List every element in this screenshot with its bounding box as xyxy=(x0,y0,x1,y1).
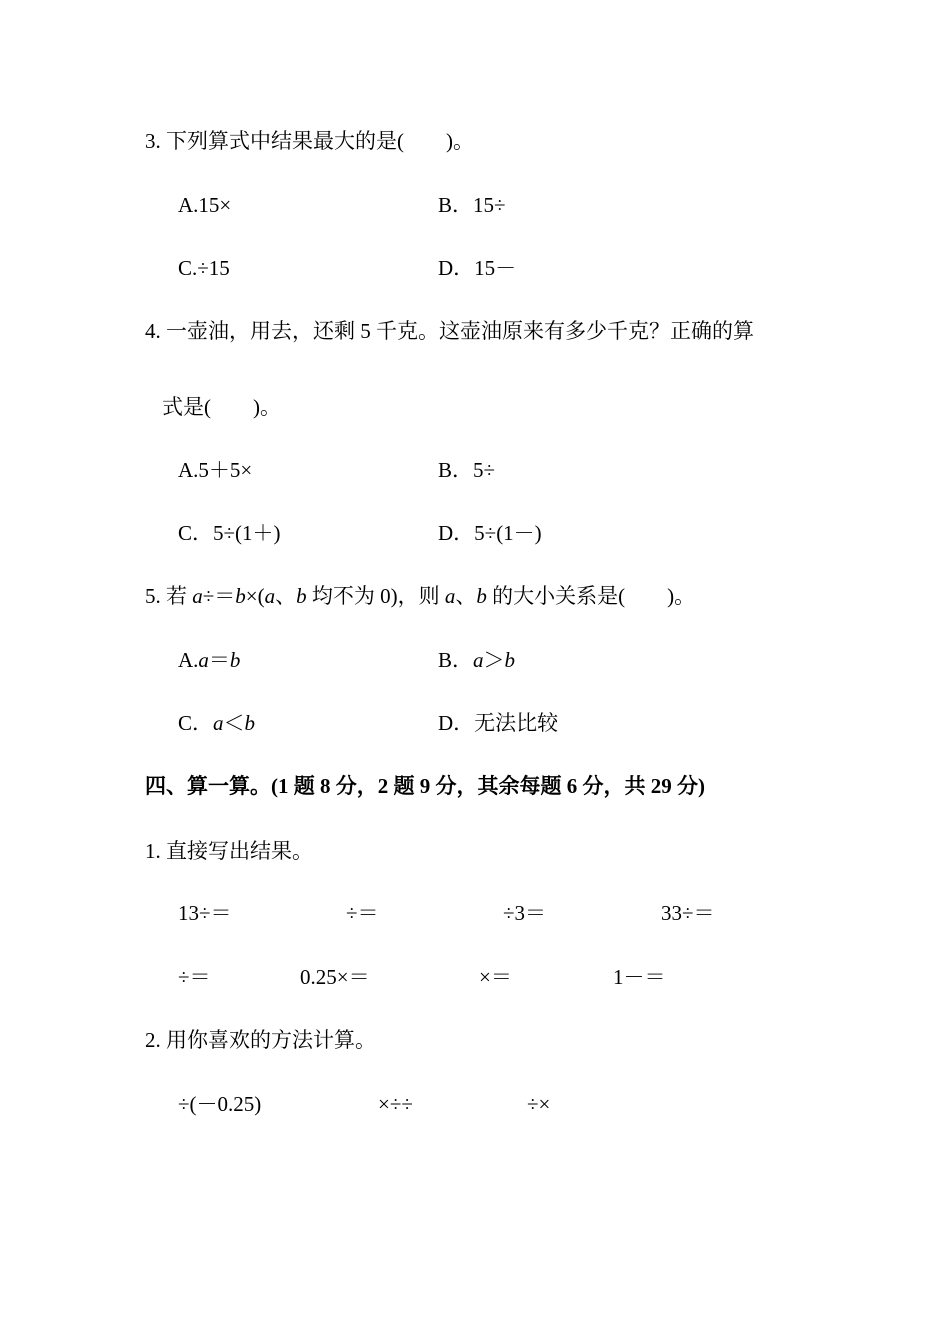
section-4-title: 四、算一算。(1 题 8 分，2 题 9 分，其余每题 6 分，共 29 分) xyxy=(145,774,705,798)
q5-var-b: b xyxy=(235,584,246,608)
q5-var-a: a xyxy=(192,584,203,608)
q5-stem-part: ÷＝ xyxy=(202,584,236,608)
q3-option-c: C.÷15 xyxy=(178,256,230,280)
q5-var-a: a xyxy=(473,648,484,672)
s4q1-expression: ×＝ xyxy=(479,965,512,989)
s4q1-expression: 1－＝ xyxy=(613,965,666,989)
q5-stem-suffix: 的大小关系是( )。 xyxy=(486,584,696,608)
q5-stem-part: 均不为 0)，则 xyxy=(306,584,445,608)
q5-var-a: a xyxy=(213,711,224,735)
s4q2-stem: 2. 用你喜欢的方法计算。 xyxy=(145,1028,376,1052)
s4q2-expression: ×÷÷ xyxy=(378,1092,413,1116)
s4q1-expression: 0.25×＝ xyxy=(300,965,370,989)
q4-stem-continued: 式是( )。 xyxy=(162,395,281,419)
q5-option-a xyxy=(178,650,240,671)
q3-option-b: B．15÷ xyxy=(438,193,506,217)
q5-var-b: b xyxy=(229,648,241,672)
q5-stem-part: 、 xyxy=(275,584,297,608)
q3-option-a: A.15× xyxy=(178,193,232,217)
q4-option-a: A.5＋5× xyxy=(178,458,253,482)
q5-var-a: a xyxy=(198,648,209,672)
q5-stem-part: 、 xyxy=(455,584,477,608)
s4q1-expression: 13÷＝ xyxy=(178,901,232,925)
s4q1-expression: ÷＝ xyxy=(346,901,379,925)
q4-option-c: C．5÷(1＋) xyxy=(178,521,281,545)
s4q1-stem: 1. 直接写出结果。 xyxy=(145,839,313,863)
s4q2-expression: ÷(－0.25) xyxy=(178,1092,262,1116)
q5-stem xyxy=(145,586,695,607)
s4q1-expression: ÷3＝ xyxy=(503,901,547,925)
s4q1-expression: 33÷＝ xyxy=(661,901,715,925)
q5-option-a-label: A. xyxy=(178,648,199,672)
q5-var-b: b xyxy=(296,584,307,608)
q5-option-d: D．无法比较 xyxy=(438,711,559,735)
q4-stem: 4. 一壶油，用去，还剩 5 千克。这壶油原来有多少千克？正确的算 xyxy=(145,319,754,343)
q5-stem-prefix: 5. 若 xyxy=(145,584,193,608)
q5-option-b xyxy=(438,650,515,671)
q5-option-b-label: B． xyxy=(438,648,474,672)
q3-option-d: D．15－ xyxy=(438,256,517,280)
q5-stem-part: ×( xyxy=(245,584,265,608)
q5-var-b: b xyxy=(504,648,516,672)
q5-var-a: a xyxy=(264,584,276,608)
q5-less-than: ＜ xyxy=(223,711,245,735)
q5-equals: ＝ xyxy=(208,648,230,672)
q5-option-c xyxy=(178,713,255,734)
q5-greater-than: ＞ xyxy=(483,648,505,672)
s4q2-expression: ÷× xyxy=(527,1092,551,1116)
q3-stem: 3. 下列算式中结果最大的是( )。 xyxy=(145,129,474,153)
q4-option-d: D．5÷(1－) xyxy=(438,521,542,545)
q5-var-a: a xyxy=(444,584,456,608)
q5-var-b: b xyxy=(244,711,256,735)
q4-option-b: B．5÷ xyxy=(438,458,496,482)
s4q1-expression: ÷＝ xyxy=(178,965,211,989)
q5-option-c-label: C． xyxy=(178,711,214,735)
q5-var-b: b xyxy=(476,584,487,608)
